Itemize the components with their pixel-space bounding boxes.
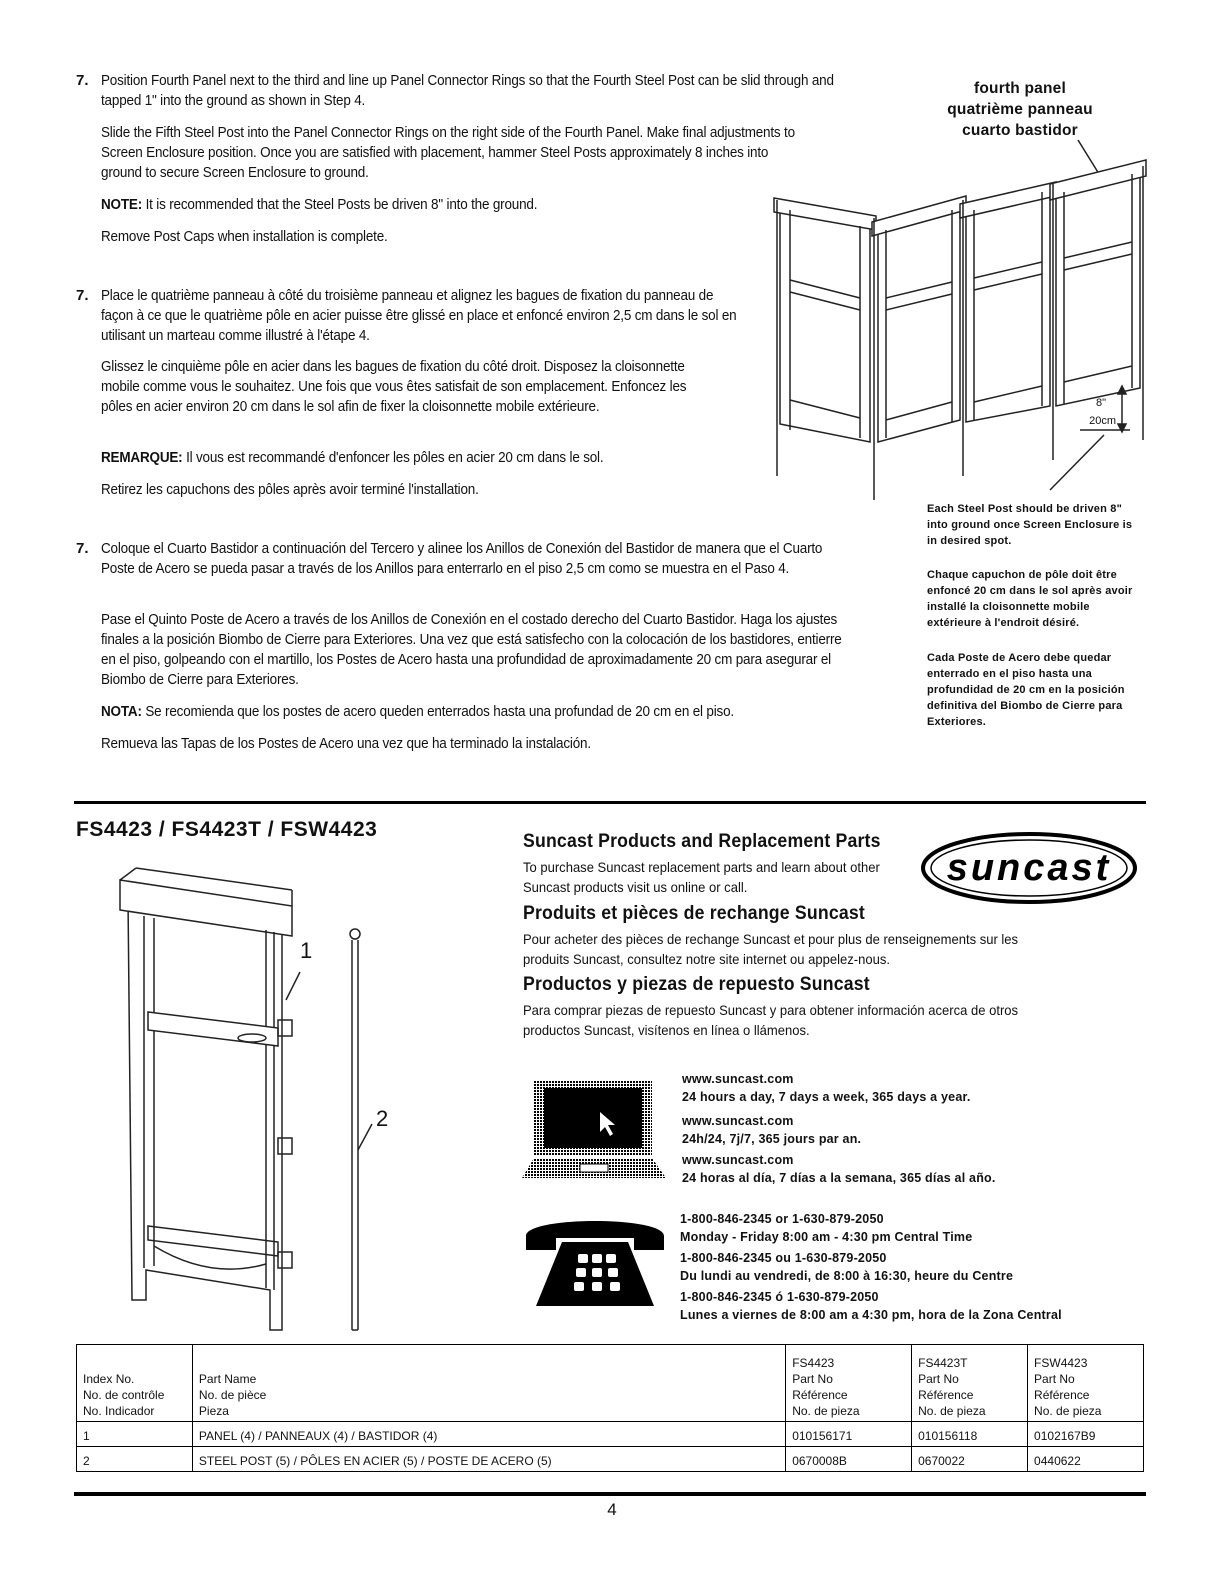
logo-text: suncast bbox=[946, 847, 1112, 889]
parts-diagram bbox=[110, 860, 410, 1340]
web-hours-en: 24 hours a day, 7 days a week, 365 days a year. bbox=[682, 1090, 971, 1104]
cell-fsw4423: 0440622 bbox=[1028, 1447, 1144, 1472]
step-number-es: 7. bbox=[76, 540, 89, 557]
replacement-text-fr: Pour acheter des pièces de rechange Suncast et pour plus de renseignements sur les produits Suncast, consultez notre site internet ou appelez-nous. bbox=[523, 931, 1019, 967]
step-en-p2: Slide the Fifth Steel Post into the Panel Connector Rings on the right side of the Fourth Panel. Make final adjustments to Screen Enclosure position. Once you are satisfied with placement, hammer Steel Posts approximately 8 inches into ground to secure Screen Enclosure to ground. bbox=[101, 125, 795, 181]
step-fr-p3: Retirez les capuchons des pôles après avoir terminé l'installation. bbox=[101, 482, 479, 498]
callout-1: 1 bbox=[300, 938, 313, 963]
caption-fr: Chaque capuchon de pôle doit être enfoncé 20 cm dans le sol après avoir installé la cloisonnette mobile extérieure à l'endroit désiré. bbox=[927, 569, 1133, 629]
parts-table bbox=[76, 1344, 1144, 1472]
web-contact-es bbox=[682, 1151, 996, 1187]
replacement-title-en: Suncast Products and Replacement Parts bbox=[523, 831, 881, 852]
model-title: FS4423 / FS4423T / FSW4423 bbox=[76, 818, 378, 841]
step-en-p3: Remove Post Caps when installation is complete. bbox=[101, 229, 388, 245]
cell-fs4423: 0670008B bbox=[786, 1447, 912, 1472]
dimension-inches: 8" bbox=[1095, 397, 1106, 409]
phone-number-es[interactable]: 1-800-846-2345 ó 1-630-879-2050 bbox=[680, 1290, 879, 1304]
note-label-es: NOTA: bbox=[101, 704, 142, 720]
step-fr-p1: Place le quatrième panneau à côté du troisième panneau et alignez les bagues de fixation du panneau de façon à ce que le quatrième pôle en acier puisse être glissé en place et enfoncé environ 2,5 cm dans le sol en utilisant un marteau comme illustré à l'étape 4. bbox=[101, 288, 737, 344]
step-number-fr: 7. bbox=[76, 287, 89, 304]
label-en: fourth panel bbox=[974, 80, 1066, 97]
note-label-en: NOTE: bbox=[101, 197, 143, 213]
header-part-name: Part Name No. de pièce Pieza bbox=[192, 1345, 785, 1422]
step-en-note bbox=[101, 195, 808, 215]
web-link-fr[interactable]: www.suncast.com bbox=[682, 1114, 794, 1128]
label-es: cuarto bastidor bbox=[962, 122, 1078, 139]
phone-contact-fr bbox=[680, 1249, 1013, 1285]
header-fs4423t: FS4423T Part No Référence No. de pieza bbox=[912, 1345, 1028, 1422]
web-link-es[interactable]: www.suncast.com bbox=[682, 1153, 794, 1167]
phone-number-en[interactable]: 1-800-846-2345 or 1-630-879-2050 bbox=[680, 1212, 884, 1226]
step-fr-p2: Glissez le cinquième pôle en acier dans les bagues de fixation du côté droit. Disposez la cloisonnette mobile comme vous le souhaitez. Une fois que vous êtes satisfait de son emplacement. Enfoncez les pôles en acier environ 20 cm dans le sol afin de fixer la cloisonnette mobile extérieure. bbox=[101, 359, 687, 415]
step-es-p2: Pase el Quinto Poste de Acero a través de los Anillos de Conexión en el costado derecho del Cuarto Bastidor. Haga los ajustes finales a la posición Biombo de Cierre para Exteriores. Una vez que está satisfecho con la colocación de los bastidores, entierre en el piso, golpeando con el martillo, los Postes de Acero hasta una profundidad de aproximadamente 20 cm para asegurar el Biombo de Cierre para Exteriores. bbox=[101, 612, 842, 688]
replacement-text-en: To purchase Suncast replacement parts and learn about other Suncast products visit us online or call. bbox=[523, 859, 880, 895]
web-hours-fr: 24h/24, 7j/7, 365 jours par an. bbox=[682, 1132, 862, 1146]
web-contact-en bbox=[682, 1070, 971, 1106]
label-fr: quatrième panneau bbox=[947, 101, 1093, 118]
replacement-title-es: Productos y piezas de repuesto Suncast bbox=[523, 974, 870, 995]
phone-contact-en bbox=[680, 1210, 972, 1246]
telephone-icon bbox=[522, 1208, 668, 1310]
cell-fs4423: 010156171 bbox=[786, 1422, 912, 1447]
phone-hours-en: Monday - Friday 8:00 am - 4:30 pm Central Time bbox=[680, 1230, 973, 1244]
web-contact-fr bbox=[682, 1112, 861, 1148]
replacement-title-fr: Produits et pièces de rechange Suncast bbox=[523, 903, 865, 924]
step-es-p1: Coloque el Cuarto Bastidor a continuación del Tercero y alinee los Anillos de Conexión del Bastidor de manera que el Cuarto Poste de Acero se pueda pasar a través de los Anillos para enterrarlo en el piso 2,5 cm como se muestra en el Paso 4. bbox=[101, 541, 823, 577]
caption-es: Cada Poste de Acero debe quedar enterrado en el piso hasta una profundidad de 20 cm en la posición definitiva del Biombo de Cierre para Exteriores. bbox=[927, 652, 1125, 728]
phone-hours-es: Lunes a viernes de 8:00 am a 4:30 pm, hora de la Zona Central bbox=[680, 1308, 1062, 1322]
header-fs4423: FS4423 Part No Référence No. de pieza bbox=[786, 1345, 912, 1422]
phone-number-fr[interactable]: 1-800-846-2345 ou 1-630-879-2050 bbox=[680, 1251, 887, 1265]
bottom-divider bbox=[74, 1492, 1146, 1496]
cell-fs4423t: 0670022 bbox=[912, 1447, 1028, 1472]
page-number: 4 bbox=[607, 1500, 617, 1519]
step-en-p1: Position Fourth Panel next to the third and line up Panel Connector Rings so that the Fourth Steel Post can be slid through and tapped 1" into the ground as shown in Step 4. bbox=[101, 73, 834, 109]
note-label-fr: REMARQUE: bbox=[101, 450, 183, 466]
cell-index: 1 bbox=[77, 1422, 193, 1447]
web-link-en[interactable]: www.suncast.com bbox=[682, 1072, 794, 1086]
phone-contact-es bbox=[680, 1288, 1062, 1324]
step-fr-note bbox=[101, 448, 752, 468]
cell-part-name: PANEL (4) / PANNEAUX (4) / BASTIDOR (4) bbox=[192, 1422, 785, 1447]
callout-2: 2 bbox=[376, 1106, 389, 1131]
web-hours-es: 24 horas al día, 7 días a la semana, 365 días al año. bbox=[682, 1171, 996, 1185]
dimension-cm: 20cm bbox=[1089, 415, 1116, 427]
suncast-logo bbox=[918, 828, 1140, 908]
computer-icon bbox=[522, 1078, 668, 1180]
section-divider bbox=[74, 801, 1146, 804]
cell-fsw4423: 0102167B9 bbox=[1028, 1422, 1144, 1447]
note-text-es: Se recomienda que los postes de acero queden enterrados hasta una profundad de 20 cm en el piso. bbox=[145, 704, 734, 720]
step-es-p3: Remueva las Tapas de los Postes de Acero una vez que ha terminado la instalación. bbox=[101, 736, 591, 752]
note-text-fr: Il vous est recommandé d'enfoncer les pôles en acier 20 cm dans le sol. bbox=[186, 450, 604, 466]
step-number-en: 7. bbox=[76, 72, 89, 89]
replacement-text-es: Para comprar piezas de repuesto Suncast y para obtener información acerca de otros productos Suncast, visítenos en línea o llámenos. bbox=[523, 1002, 1019, 1038]
enclosure-illustration bbox=[760, 130, 1160, 510]
table-row bbox=[77, 1447, 1144, 1472]
parts-table-header bbox=[77, 1345, 1144, 1422]
header-index: Index No. No. de contrôle No. Indicador bbox=[77, 1345, 193, 1422]
logo-oval bbox=[918, 828, 1140, 908]
phone-hours-fr: Du lundi au vendredi, de 8:00 à 16:30, heure du Centre bbox=[680, 1269, 1014, 1283]
step-es-note bbox=[101, 702, 901, 722]
header-fsw4423: FSW4423 Part No Référence No. de pieza bbox=[1028, 1345, 1144, 1422]
table-row bbox=[77, 1422, 1144, 1447]
note-text-en: It is recommended that the Steel Posts be driven 8" into the ground. bbox=[145, 197, 538, 213]
caption-en: Each Steel Post should be driven 8" into ground once Screen Enclosure is in desired spot. bbox=[927, 503, 1133, 547]
cell-fs4423t: 010156118 bbox=[912, 1422, 1028, 1447]
cell-part-name: STEEL POST (5) / PÔLES EN ACIER (5) / POSTE DE ACERO (5) bbox=[192, 1447, 785, 1472]
cell-index: 2 bbox=[77, 1447, 193, 1472]
